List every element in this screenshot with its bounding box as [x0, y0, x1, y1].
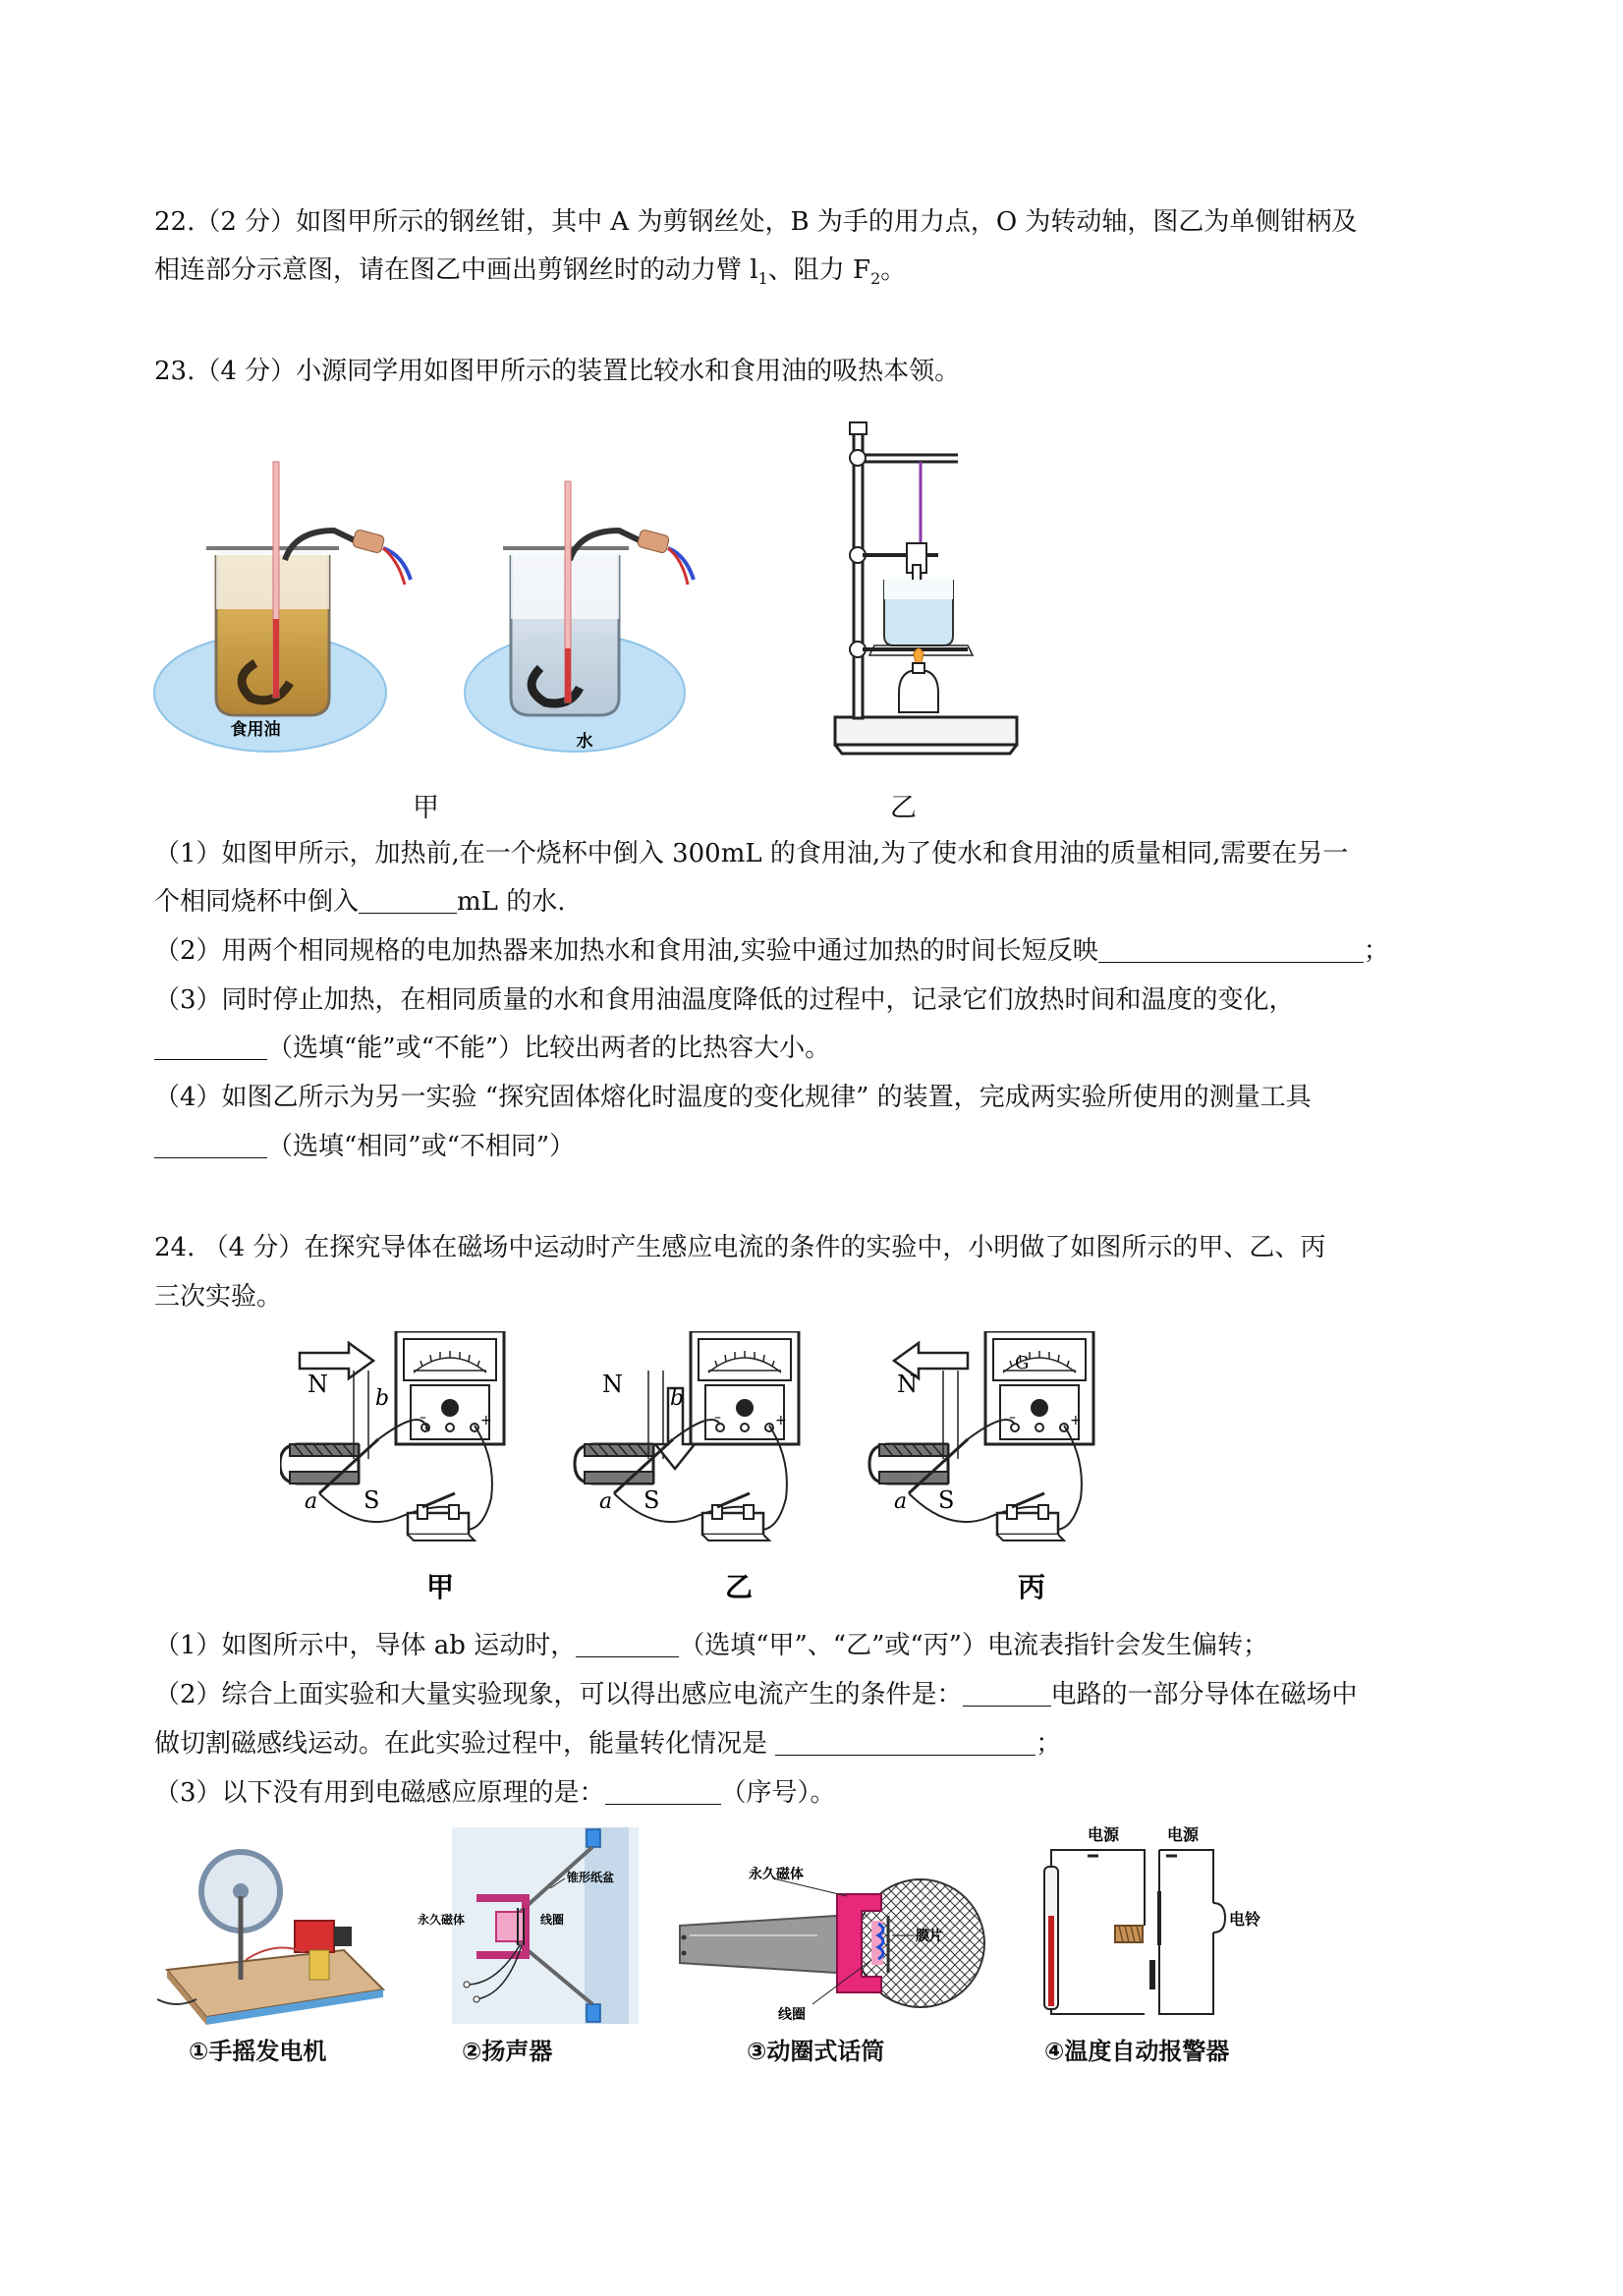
label-speaker-coil: 线圈: [540, 1913, 565, 1927]
q23-caption-jia: 甲: [413, 793, 439, 823]
svg-text:b: b: [375, 1386, 390, 1411]
beakers-figure: [147, 452, 756, 766]
svg-text:b: b: [670, 1386, 685, 1411]
q23-p4-line2: （选填“相同”或“不相同”）: [154, 1127, 1485, 1166]
answer-blank-which-deflects[interactable]: [576, 1629, 679, 1657]
dynamic-microphone-figure: [670, 1867, 999, 2024]
q24-p2-line1: （2）综合上面实验和大量实验现象，可以得出感应电流产生的条件是： 电路的一部分导体在磁场中: [154, 1680, 1358, 1709]
melting-apparatus-figure: [830, 418, 1027, 761]
caption-jia: 甲: [425, 1571, 455, 1603]
hand-crank-generator-figure: [157, 1842, 393, 2029]
caption-generator: ①手摇发电机: [189, 2038, 327, 2065]
label-bell: 电铃: [1229, 1910, 1261, 1929]
answer-blank-heating-time[interactable]: [1098, 934, 1364, 963]
caption-yi: 乙: [724, 1571, 754, 1603]
caption-alarm: ④温度自动报警器: [1044, 2038, 1230, 2065]
answer-blank-same-tools[interactable]: [154, 1130, 267, 1158]
svg-text:N: N: [602, 1371, 623, 1398]
q23-intro: 23.（4 分）小源同学用如图甲所示的装置比较水和食用油的吸热本领。: [154, 357, 961, 386]
experiment-yi: [575, 1331, 799, 1540]
caption-bing: 丙: [1017, 1571, 1046, 1603]
svg-text:N: N: [308, 1371, 328, 1398]
svg-text:S: S: [364, 1486, 380, 1514]
svg-text:S: S: [644, 1486, 660, 1514]
label-speaker-magnet: 永久磁体: [418, 1913, 466, 1927]
bell-icon: [1213, 1903, 1225, 1932]
svg-text:G: G: [1015, 1353, 1030, 1373]
q23-p1-line1: （1）如图甲所示，加热前,在一个烧杯中倒入 300mL 的食用油,为了使水和食用油的质量相同,需要在另一: [154, 839, 1349, 868]
svg-text:a: a: [305, 1489, 318, 1514]
svg-text:N: N: [897, 1371, 918, 1398]
temperature-alarm-figure: [1036, 1822, 1277, 2019]
q22-line2: 相连部分示意图，请在图乙中画出剪钢丝时的动力臂 $l_1$、阻力 $F_2$。: [154, 255, 907, 289]
answer-blank-not-induction[interactable]: [605, 1776, 721, 1805]
q23-p3-line1: （3）同时停止加热，在相同质量的水和食用油温度降低的过程中，记录它们放热时间和温度的变化，: [154, 985, 1295, 1015]
q23-caption-yi: 乙: [890, 793, 917, 823]
induction-experiments-figure: – + N S a b N S a b G N S a 甲 乙 丙: [280, 1331, 1164, 1616]
answer-blank-can-compare[interactable]: [154, 1032, 267, 1060]
q24-p2-line2: 做切割磁感线运动。在此实验过程中，能量转化情况是 ；: [154, 1729, 1062, 1759]
retort-stand: [854, 427, 863, 718]
answer-blank-energy-conversion[interactable]: [775, 1727, 1035, 1756]
loudspeaker-figure: [418, 1827, 639, 2024]
q24-p3: （3）以下没有用到电磁感应原理的是： （序号）。: [154, 1778, 836, 1808]
label-power-1: 电源: [1088, 1825, 1120, 1844]
label-mic-coil: 线圈: [778, 2007, 806, 2023]
svg-text:a: a: [894, 1489, 908, 1514]
experiment-jia: [280, 1331, 504, 1540]
label-cone: 锥形纸盆: [567, 1871, 615, 1884]
oil-label: 食用油: [230, 720, 281, 740]
water-label: 水: [576, 732, 593, 752]
q23-p3-line2: （选填“能”或“不能”）比较出两者的比热容大小。: [154, 1029, 1485, 1068]
q23-p1-line2: 个相同烧杯中倒入 mL 的水.: [154, 887, 566, 917]
svg-text:S: S: [938, 1486, 955, 1514]
svg-text:a: a: [599, 1489, 613, 1514]
experiment-bing: [869, 1331, 1093, 1540]
answer-blank-water-volume[interactable]: [359, 885, 457, 914]
caption-microphone: ③动圈式话筒: [747, 2038, 885, 2065]
q24-line2: 三次实验。: [154, 1282, 283, 1312]
q24-p1: （1）如图所示中，导体 ab 运动时， （选填“甲”、“乙”或“丙”）电流表指针会发生偏转；: [154, 1631, 1268, 1660]
answer-blank-circuit-type[interactable]: [963, 1678, 1051, 1707]
q23-p2: （2）用两个相同规格的电加热器来加热水和食用油,实验中通过加热的时间长短反映 ；: [154, 936, 1389, 966]
caption-speaker: ②扬声器: [462, 2038, 553, 2065]
alcohol-lamp: [899, 671, 938, 712]
q24-line1: 24. （4 分）在探究导体在磁场中运动时产生感应电流的条件的实验中，小明做了如图所示的甲、乙、丙: [154, 1233, 1326, 1262]
q22-line1: 22.（2 分）如图甲所示的钢丝钳，其中 A 为剪钢丝处，B 为手的用力点，O 为转动轴，图乙为单侧钳柄及: [154, 207, 1358, 237]
label-diaphragm: 膜片: [916, 1929, 943, 1944]
label-power-2: 电源: [1167, 1825, 1200, 1844]
q23-p4-line1: （4）如图乙所示为另一实验 “探究固体熔化时温度的变化规律” 的装置，完成两实验所使用的测量工具: [154, 1083, 1312, 1112]
label-mic-magnet: 永久磁体: [749, 1867, 804, 1882]
